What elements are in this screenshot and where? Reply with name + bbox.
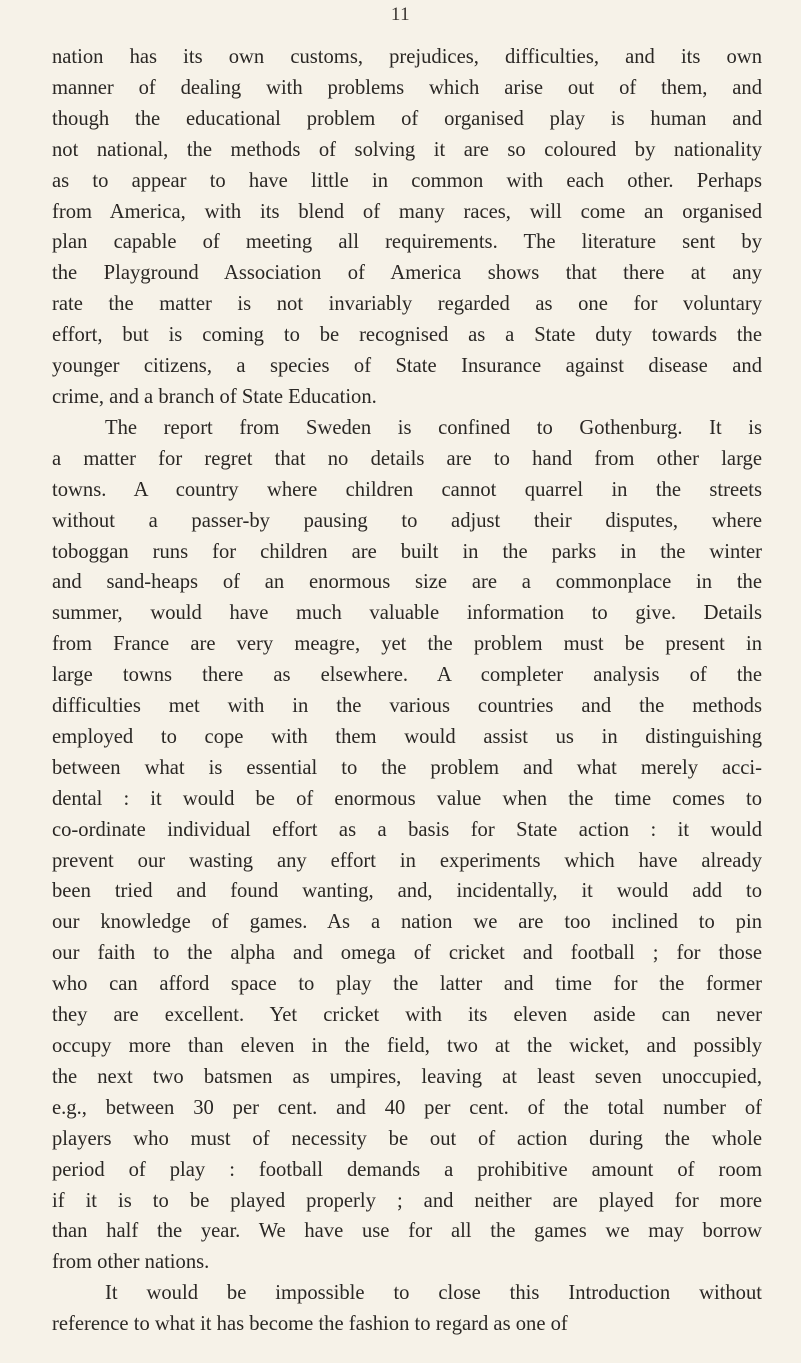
text-line: younger citizens, a species of State Insurance against disease and — [52, 355, 762, 378]
text-line: our knowledge of games. As a nation we are too inclined to pin — [52, 911, 762, 934]
text-line: been tried and found wanting, and, incidentally, it would add to — [52, 880, 762, 903]
text-line: effort, but is coming to be recognised as a State duty towards the — [52, 324, 762, 347]
paragraph — [52, 1278, 762, 1340]
text-line: from other nations. — [52, 1251, 210, 1274]
text-line: the Playground Association of America shows that there at any — [52, 262, 762, 285]
text-line: dental : it would be of enormous value when the time comes to — [52, 787, 762, 810]
text-line: our faith to the alpha and omega of cricket and football ; for those — [52, 942, 762, 965]
page-number: 11 — [390, 4, 411, 25]
text-line: they are excellent. Yet cricket with its eleven aside can never — [52, 1004, 762, 1027]
text-line: co-ordinate individual effort as a basis for State action : it would — [52, 818, 762, 841]
text-line: manner of dealing with problems which arise out of them, and — [52, 76, 762, 99]
text-line: a matter for regret that no details are to hand from other large — [52, 447, 762, 470]
text-line: from America, with its blend of many races, will come an organised — [52, 200, 762, 223]
paragraph — [52, 413, 762, 1278]
text-line: summer, would have much valuable information to give. Details — [52, 602, 762, 625]
text-line: rate the matter is not invariably regarded as one for voluntary — [52, 293, 762, 316]
body-text — [52, 42, 762, 1340]
text-line: reference to what it has become the fashion to regard as one of — [52, 1313, 568, 1336]
text-line: not national, the methods of solving it are so coloured by nationality — [52, 138, 762, 161]
text-line: without a passer-by pausing to adjust their disputes, where — [52, 509, 762, 532]
text-line: than half the year. We have use for all the games we may borrow — [52, 1220, 762, 1243]
text-line: and sand-heaps of an enormous size are a commonplace in the — [52, 571, 762, 594]
text-line: plan capable of meeting all requirements. The literature sent by — [52, 231, 762, 254]
text-line: It would be impossible to close this Introduction without — [105, 1282, 762, 1305]
text-line: crime, and a branch of State Education. — [52, 385, 377, 408]
text-line: though the educational problem of organised play is human and — [52, 107, 762, 130]
text-line: difficulties met with in the various countries and the methods — [52, 695, 762, 718]
text-line: prevent our wasting any effort in experiments which have already — [52, 849, 762, 872]
text-line: between what is essential to the problem and what merely acci- — [52, 756, 762, 779]
text-line: toboggan runs for children are built in the parks in the winter — [52, 540, 762, 563]
text-line: e.g., between 30 per cent. and 40 per cent. of the total number of — [52, 1096, 762, 1119]
text-line: as to appear to have little in common with each other. Perhaps — [52, 169, 762, 192]
text-line: large towns there as elsewhere. A completer analysis of the — [52, 664, 762, 687]
paragraph — [52, 42, 762, 413]
text-line: The report from Sweden is confined to Gothenburg. It is — [105, 416, 762, 439]
text-line: nation has its own customs, prejudices, difficulties, and its own — [52, 46, 762, 68]
text-line: towns. A country where children cannot quarrel in the streets — [52, 478, 762, 501]
text-line: employed to cope with them would assist us in distinguishing — [52, 725, 762, 748]
text-line: players who must of necessity be out of action during the whole — [52, 1127, 762, 1150]
text-line: if it is to be played properly ; and neither are played for more — [52, 1189, 762, 1212]
text-line: from France are very meagre, yet the problem must be present in — [52, 633, 762, 656]
text-line: the next two batsmen as umpires, leaving at least seven unoccupied, — [52, 1065, 762, 1088]
text-line: who can afford space to play the latter and time for the former — [52, 973, 762, 996]
text-line: period of play : football demands a prohibitive amount of room — [52, 1158, 762, 1181]
text-line: occupy more than eleven in the field, two at the wicket, and possibly — [52, 1035, 762, 1057]
